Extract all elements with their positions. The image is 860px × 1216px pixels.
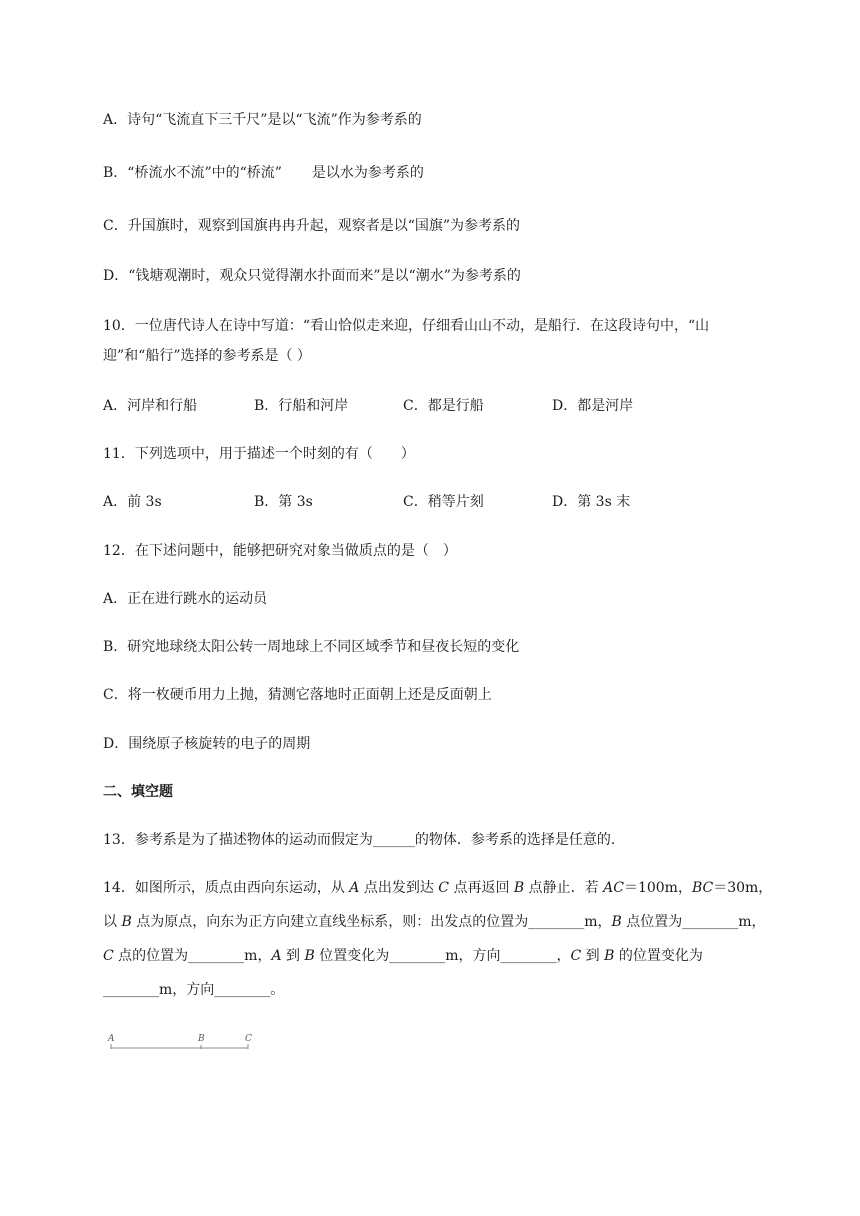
q14-point-a: A xyxy=(271,948,282,964)
q10-option-c: C．都是行船 xyxy=(403,398,484,414)
q12-option-b: B．研究地球绕太阳公转一周地球上不同区域季节和昼夜长短的变化 xyxy=(103,639,520,655)
q10-stem-line2: 迎”和“船行”选择的参考系是（ ） xyxy=(103,348,311,364)
q14-text: 到 xyxy=(581,948,605,964)
q14-point-c: C xyxy=(570,948,582,964)
q9-option-d: D．“钱塘观潮时，观众只觉得潮水扑面而来”是以“潮水”为参考系的 xyxy=(103,268,521,284)
q11-option-c: C．稍等片刻 xyxy=(403,494,484,510)
q11-option-b: B．第 3s xyxy=(254,494,313,510)
q14-line4: ________m，方向________。 xyxy=(103,982,285,998)
q9-option-b-pre: B．“桥流水不流”中的“桥流” xyxy=(103,165,282,181)
q14-segment-ac: AC xyxy=(603,880,624,896)
q14-text: 点再返回 xyxy=(449,880,514,896)
q14-text: 点的位置为________m， xyxy=(113,948,272,964)
q14-text: ＝100m， xyxy=(623,880,692,896)
q12-option-d: D．围绕原子核旋转的电子的周期 xyxy=(103,736,311,752)
q14-line2 xyxy=(103,912,766,932)
q11-option-a: A．前 3s xyxy=(103,494,162,510)
q14-text: 以 xyxy=(103,914,122,930)
q14-segment-bc: BC xyxy=(691,880,714,896)
q12-option-a: A．正在进行跳水的运动员 xyxy=(103,591,268,607)
q14-text: 点位置为________m， xyxy=(621,914,766,930)
q14-point-b: B xyxy=(611,914,622,930)
q14-text: 14．如图所示，质点由西向东运动，从 xyxy=(103,880,350,896)
q14-point-b: B xyxy=(513,880,525,896)
q11-option-d: D．第 3s 末 xyxy=(552,494,631,510)
q14-text: 的位置变化为 xyxy=(614,948,703,964)
q10-stem-line1: 10．一位唐代诗人在诗中写道：“看山恰似走来迎，仔细看山山不动，是船行．在这段诗句中，“山 xyxy=(103,318,710,334)
q10-option-b: B．行船和河岸 xyxy=(254,398,349,414)
q14-line3 xyxy=(103,946,703,966)
section-title: 二、填空题 xyxy=(103,784,173,800)
q14-line1 xyxy=(103,878,772,898)
q14-point-b: B xyxy=(604,948,615,964)
figure-label-c: C xyxy=(245,1034,252,1044)
q14-point-b: B xyxy=(121,914,132,930)
q14-point-c: C xyxy=(438,880,450,896)
q10-option-a: A．河岸和行船 xyxy=(103,398,198,414)
q10-option-d: D．都是河岸 xyxy=(552,398,634,414)
q9-option-a: A．诗句“飞流直下三千尺”是以“飞流”作为参考系的 xyxy=(103,112,422,128)
q9-option-b-post: 是以水为参考系的 xyxy=(311,165,424,181)
q11-stem: 11．下列选项中，用于描述一个时刻的有（ ） xyxy=(103,446,415,462)
q14-text: 点静止．若 xyxy=(524,880,604,896)
q14-text: ＝30m， xyxy=(713,880,773,896)
q14-point-a: A xyxy=(349,880,360,896)
q14-text: 到 xyxy=(281,948,305,964)
q14-text: 点出发到达 xyxy=(359,880,439,896)
q14-point-b: B xyxy=(304,948,315,964)
q9-option-c: C．升国旗时，观察到国旗冉冉升起，观察者是以“国旗”为参考系的 xyxy=(103,218,521,234)
q9-option-b xyxy=(103,163,424,183)
q14-text: 点为原点，向东为正方向建立直线坐标系，则：出发点的位置为________m， xyxy=(131,914,612,930)
q14-point-c: C xyxy=(103,948,114,964)
q13-stem: 13．参考系是为了描述物体的运动而假定为______的物体．参考系的选择是任意的． xyxy=(103,832,625,848)
q14-text: 位置变化为________m，方向________， xyxy=(314,948,571,964)
q12-stem: 12．在下述问题中，能够把研究对象当做质点的是（ ） xyxy=(103,543,457,559)
q14-figure xyxy=(103,1030,263,1054)
figure-label-b: B xyxy=(198,1034,205,1044)
figure-label-a: A xyxy=(108,1034,115,1044)
q12-option-c: C．将一枚硬币用力上抛，猜测它落地时正面朝上还是反面朝上 xyxy=(103,687,492,703)
